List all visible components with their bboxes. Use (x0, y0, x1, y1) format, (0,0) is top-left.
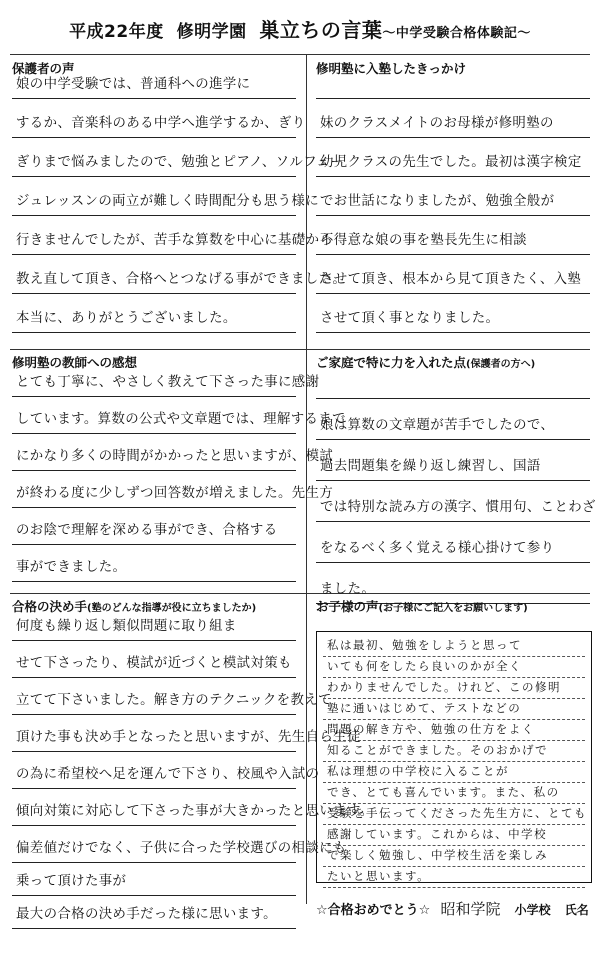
text-line: にかなり多くの時間がかかったと思いますが、模試 (12, 434, 296, 471)
text-line: わかりませんでした。けれど、この修明 (323, 678, 585, 699)
section-heading: 合格の決め手(塾のどんな指導が役に立ちましたか) (12, 599, 257, 614)
heading-note: (お子様にご記入をお願いします) (378, 603, 528, 614)
text-line: のお陰で理解を深める事ができ、合格する (12, 508, 296, 545)
text-line: をなるべく多く覚える様心掛けて参り (316, 522, 590, 563)
text-line: 問題の解き方や、勉強の仕方をよく (323, 720, 585, 741)
text-line: ジュレッスンの両立が難しく時間配分も思う様に (12, 177, 296, 216)
section-home-effort (316, 354, 596, 604)
text-line: 受験を手伝ってくださった先生方に、とても (323, 804, 585, 825)
child-voice-box (316, 631, 592, 883)
text-line: の為に希望校へ足を運んで下さり、校風や入試の (12, 752, 296, 789)
text-line: しています。算数の公式や文章題では、理解するまで (12, 397, 296, 434)
heading-note: (塾のどんな指導が役に立ちましたか) (87, 603, 257, 614)
text-lines (317, 632, 591, 888)
text-line: でお世話になりましたが、勉強全般が (316, 177, 590, 216)
section-parent-voice (12, 60, 347, 333)
section-heading: ご家庭で特に力を入れた点(保護者の方へ) (316, 355, 536, 370)
text-line: 本当に、ありがとうございました。 (12, 294, 296, 333)
text-line: 頂けた事も決め手となったと思いますが、先生自ら生徒 (12, 715, 296, 752)
text-line: 塾に通いはじめて、テストなどの (323, 699, 585, 720)
text-line: で楽しく勉強し、中学校生活を楽しみ (323, 846, 585, 867)
text-line: せて下さったり、模試が近づくと模試対策も (12, 641, 296, 678)
text-line: 何度も繰り返し類似問題に取り組ま (12, 618, 296, 641)
text-line: が終わる度に少しずつ回答数が増えました。先生方 (12, 471, 296, 508)
title-year: 平成22年度 (69, 22, 164, 42)
text-line: 娘は算数の文章題が苦手でしたので、 (316, 399, 590, 440)
text-line: 私は理想の中学校に入ることが (323, 762, 585, 783)
text-line: ました。 (316, 563, 590, 604)
row-divider-1 (10, 349, 590, 350)
text-line: ぎりまで悩みましたので、勉強とピアノ、ソルフェー (12, 138, 296, 177)
name-label: 氏名 (564, 903, 589, 917)
page-title (0, 14, 600, 43)
section-heading: 修明塾の教師への感想 (12, 355, 138, 370)
text-line: 私は最初、勉強をしようと思って (323, 636, 585, 657)
text-line: 最大の合格の決め手だった様に思います。 (12, 896, 296, 929)
text-line: 娘の中学受験では、普通科への進学に (12, 78, 296, 99)
text-line: 知ることができました。そのおかげで (323, 741, 585, 762)
title-main: 巣立ちの言葉 (259, 18, 383, 42)
section-child-voice (316, 598, 590, 618)
text-line: いても何をしたら良いのかが全く (323, 657, 585, 678)
text-line: 乗って頂けた事が (12, 863, 296, 896)
section-heading: 保護者の声 (12, 61, 75, 76)
text-line: 傾向対策に対応して下さった事が大きかったと思います。 (12, 789, 296, 826)
text-line: させて頂く事となりました。 (316, 294, 590, 333)
text-lines (12, 77, 347, 333)
text-line: 幼児クラスの先生でした。最初は漢字検定 (316, 138, 590, 177)
top-rule (10, 54, 590, 55)
text-line: 教え直して頂き、合格へとつなげる事ができました。 (12, 255, 296, 294)
text-line: 妹のクラスメイトのお母様が修明塾の (316, 99, 590, 138)
text-line: とても丁寧に、やさしく教えて下さった事に感謝 (12, 372, 296, 397)
text-line: 不得意な娘の事を塾長先生に相談 (316, 216, 590, 255)
text-line: 偏差値だけでなく、子供に合った学校選びの相談にも (12, 826, 296, 863)
text-line (316, 78, 590, 99)
text-line: 事ができました。 (12, 545, 296, 582)
school-label: 小学校 (514, 903, 551, 917)
section-heading: 修明塾に入塾したきっかけ (316, 61, 467, 76)
text-lines (316, 374, 596, 604)
footer-signature (316, 898, 596, 919)
text-line (316, 374, 590, 399)
text-line: させて頂き、根本から見て頂きたく、入塾 (316, 255, 590, 294)
text-line: たいと思います。 (323, 867, 585, 888)
section-teacher-thoughts (12, 354, 346, 582)
text-line: 過去問題集を繰り返し練習し、国語 (316, 440, 590, 481)
text-line: するか、音楽科のある中学へ進学するか、ぎり (12, 99, 296, 138)
title-school: 修明学園 (176, 22, 247, 42)
text-lines (12, 372, 346, 582)
heading-note: (保護者の方へ) (466, 359, 536, 370)
text-line: 立てて下さいました。解き方のテクニックを教えて (12, 678, 296, 715)
text-lines (316, 78, 590, 333)
section-reason (316, 60, 590, 333)
school-name: 昭和学院 (440, 900, 501, 918)
text-line: では特別な読み方の漢字、慣用句、ことわざ (316, 481, 590, 522)
text-line: でき、とても喜んでいます。また、私の (323, 783, 585, 804)
title-subtitle: ～中学受験合格体験記～ (382, 26, 531, 41)
congrats-text: ☆合格おめでとう☆ (316, 903, 431, 918)
section-heading: お子様の声(お子様にご記入をお願いします) (316, 599, 528, 614)
text-line: 行きませんでしたが、苦手な算数を中心に基礎から (12, 216, 296, 255)
text-line: 感謝しています。これからは、中学校 (323, 825, 585, 846)
